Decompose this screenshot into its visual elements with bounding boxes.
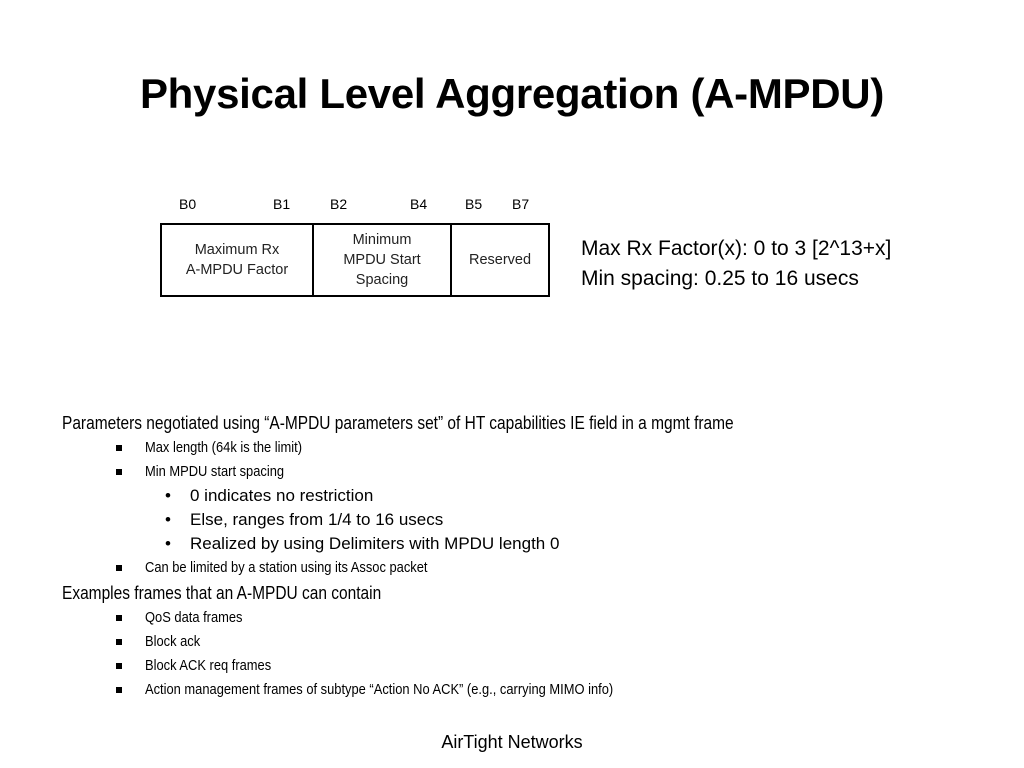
- field-text: Maximum Rx: [194, 242, 280, 258]
- bullet-level1: [62, 410, 1012, 436]
- bullet-text: Examples frames that an A-MPDU can contain: [62, 583, 382, 603]
- bullet-level2: [62, 460, 1012, 484]
- bullet-level2: [62, 606, 1012, 630]
- bullet-level2: [62, 678, 1012, 702]
- bit-label-b4: B4: [410, 196, 428, 212]
- field-min-mpdu-spacing: [312, 225, 450, 295]
- slide-footer: AirTight Networks: [441, 732, 583, 752]
- slide-title: Physical Level Aggregation (A-MPDU): [139, 70, 885, 117]
- bit-label-b7: B7: [512, 196, 530, 212]
- bullet-text: QoS data frames: [145, 609, 243, 626]
- bit-label-b5: B5: [465, 196, 483, 212]
- note-max-rx: Max Rx Factor(x): 0 to 3 [2^13+x]: [581, 237, 892, 260]
- field-text: Minimum: [352, 232, 412, 248]
- bullet-level2: [62, 654, 1012, 678]
- bullet-text: Action management frames of subtype “Action No ACK” (e.g., carrying MIMO info): [145, 681, 614, 698]
- bullet-content: [62, 410, 1012, 702]
- field-reserved: [450, 225, 548, 295]
- bullet-text: Parameters negotiated using “A-MPDU parameters set” of HT capabilities IE field in a mgmt frame: [62, 413, 734, 433]
- field-text: Reserved: [468, 252, 532, 268]
- bullet-level3: • Else, ranges from 1/4 to 16 usecs: [62, 508, 1012, 532]
- bit-label-b0: B0: [179, 196, 197, 212]
- bullet-level1: [62, 580, 1012, 606]
- bullet-level2: [62, 556, 1012, 580]
- bullet-level3: • Realized by using Delimiters with MPDU length 0: [62, 532, 1012, 556]
- bullet-level2: [62, 630, 1012, 654]
- bullet-level2: [62, 436, 1012, 460]
- field-max-rx-factor: [162, 225, 312, 295]
- bit-label-b1: B1: [273, 196, 291, 212]
- bullet-text: Block ACK req frames: [145, 657, 272, 674]
- bullet-text: Max length (64k is the limit): [145, 439, 303, 456]
- bullet-level3: • 0 indicates no restriction: [62, 484, 1012, 508]
- field-table: [160, 223, 550, 297]
- bullet-text: Can be limited by a station using its Assoc packet: [145, 559, 428, 576]
- bullet-text: Block ack: [145, 633, 201, 650]
- bit-label-b2: B2: [330, 196, 348, 212]
- field-text: Spacing: [355, 272, 409, 288]
- side-notes: [581, 234, 891, 294]
- field-text: MPDU Start: [343, 252, 421, 268]
- field-text: A-MPDU Factor: [185, 262, 289, 278]
- note-min-spacing: Min spacing: 0.25 to 16 usecs: [581, 267, 859, 290]
- bullet-text: Min MPDU start spacing: [145, 463, 285, 480]
